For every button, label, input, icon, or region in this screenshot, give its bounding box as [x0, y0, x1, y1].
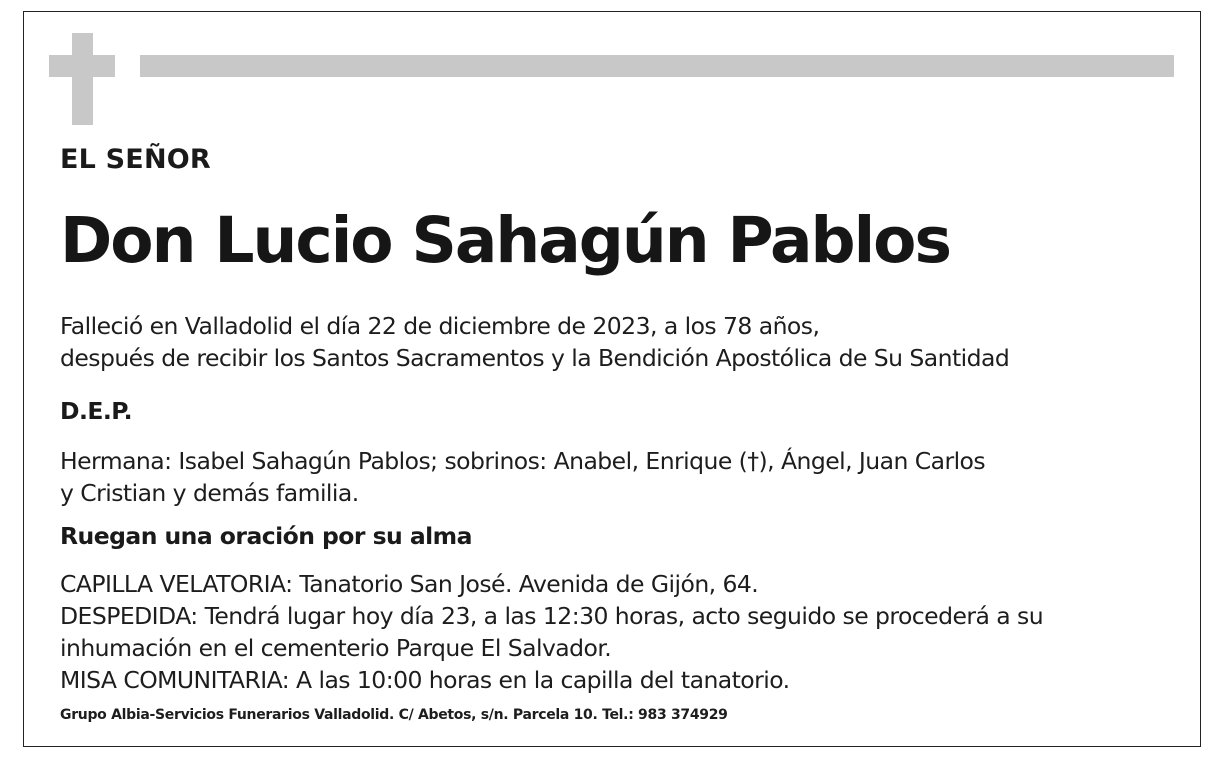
family-list: [60, 445, 985, 509]
chapel-info: CAPILLA VELATORIA: Tanatorio San José. Avenida de Gijón, 64.: [60, 570, 759, 598]
family-line-1: Hermana: Isabel Sahagún Pablos; sobrinos: Anabel, Enrique (†), Ángel, Juan Carlos: [60, 447, 986, 475]
cross-horizontal-bar: [49, 55, 115, 77]
deceased-name: Don Lucio Sahagún Pablos: [60, 204, 950, 277]
death-notice: [60, 310, 1009, 374]
rest-in-peace: D.E.P.: [60, 397, 132, 425]
prayer-request: Ruegan una oración por su alma: [60, 522, 472, 550]
mass-info: MISA COMUNITARIA: A las 10:00 horas en la capilla del tanatorio.: [60, 666, 790, 694]
family-line-2: y Cristian y demás familia.: [60, 479, 359, 507]
death-notice-line-2: después de recibir los Santos Sacramentos y la Bendición Apostólica de Su Santidad: [60, 344, 1010, 372]
farewell-info-line-1: DESPEDIDA: Tendrá lugar hoy día 23, a las 12:30 horas, acto seguido se procederá a su: [60, 602, 1044, 630]
obituary-card: [23, 11, 1201, 747]
header-rule: [140, 55, 1174, 77]
title-prefix: EL SEÑOR: [60, 144, 211, 175]
funeral-home-footer: Grupo Albia-Servicios Funerarios Valladolid. C/ Abetos, s/n. Parcela 10. Tel.: 983 374929: [60, 707, 728, 723]
death-notice-line-1: Falleció en Valladolid el día 22 de diciembre de 2023, a los 78 años,: [60, 312, 820, 340]
farewell-info-line-2: inhumación en el cementerio Parque El Salvador.: [60, 634, 612, 662]
service-details: [60, 568, 1043, 696]
cross-vertical-bar: [72, 33, 93, 125]
